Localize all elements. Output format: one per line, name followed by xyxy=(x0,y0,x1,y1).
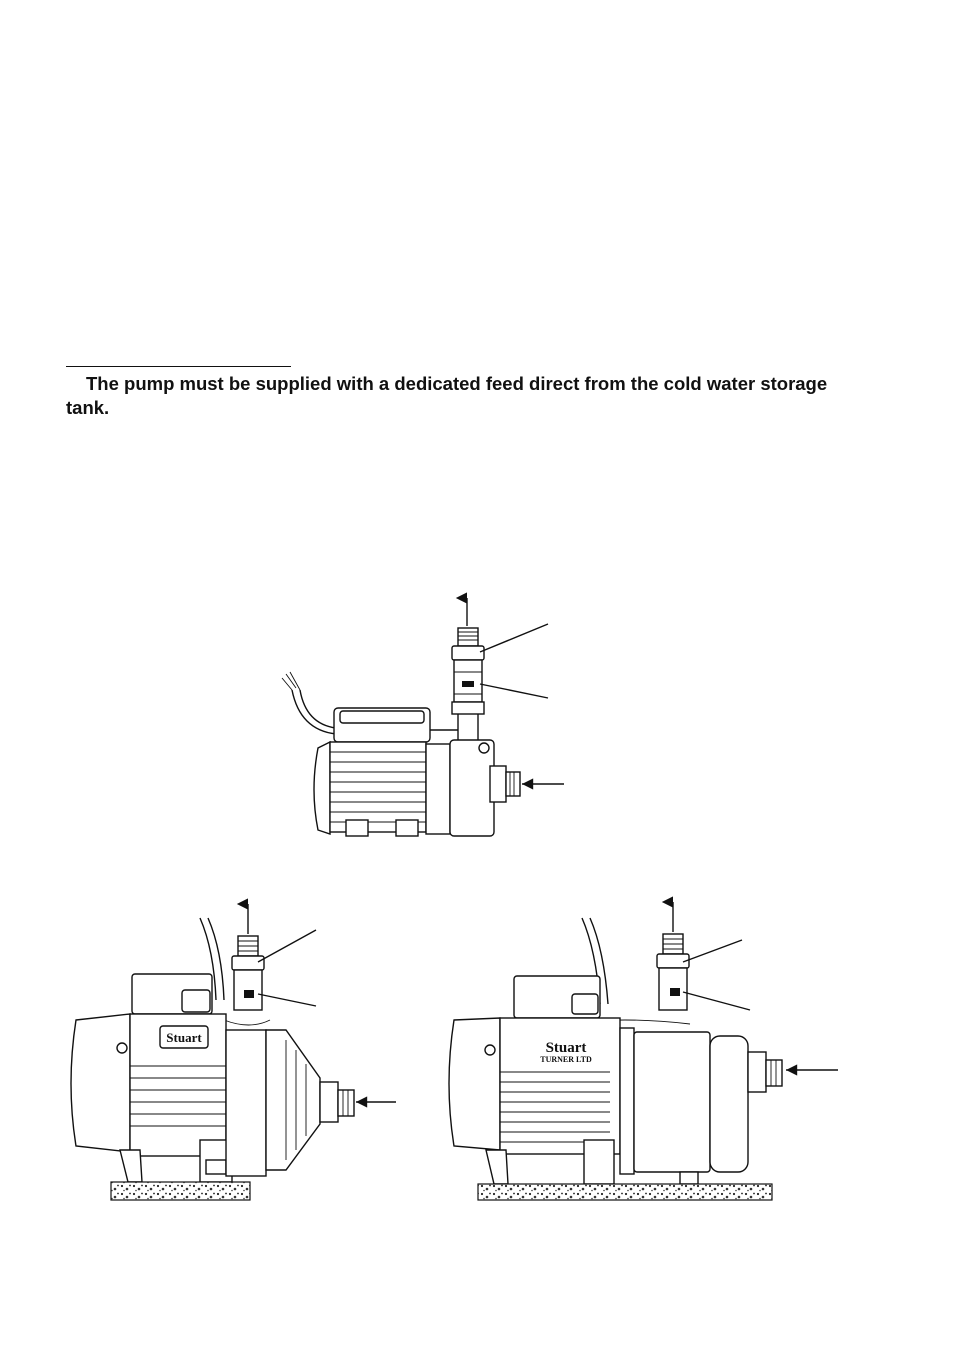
pump-flange xyxy=(620,1028,634,1174)
motor-foot xyxy=(584,1140,614,1184)
valve-screw xyxy=(670,988,680,996)
motor-fan-cover xyxy=(449,1018,500,1150)
motor-foot xyxy=(486,1150,508,1184)
inlet-fitting xyxy=(766,1060,782,1086)
logo-text: Stuart xyxy=(166,1030,202,1045)
concrete-base xyxy=(478,1184,772,1200)
leader-line-union xyxy=(683,940,742,962)
installation-note-text: The pump must be supplied with a dedicated feed direct from the cold water storage tank. xyxy=(66,373,828,418)
leader-line-valve xyxy=(683,992,750,1010)
logo-text-line2: TURNER LTD xyxy=(540,1055,592,1064)
motor-body xyxy=(500,1018,620,1154)
pump-housing xyxy=(634,1032,710,1172)
stuart-turner-logo xyxy=(540,1040,592,1064)
logo-text-line1: Stuart xyxy=(545,1040,587,1056)
inlet-union xyxy=(748,1052,766,1092)
pump-head xyxy=(710,1036,748,1172)
